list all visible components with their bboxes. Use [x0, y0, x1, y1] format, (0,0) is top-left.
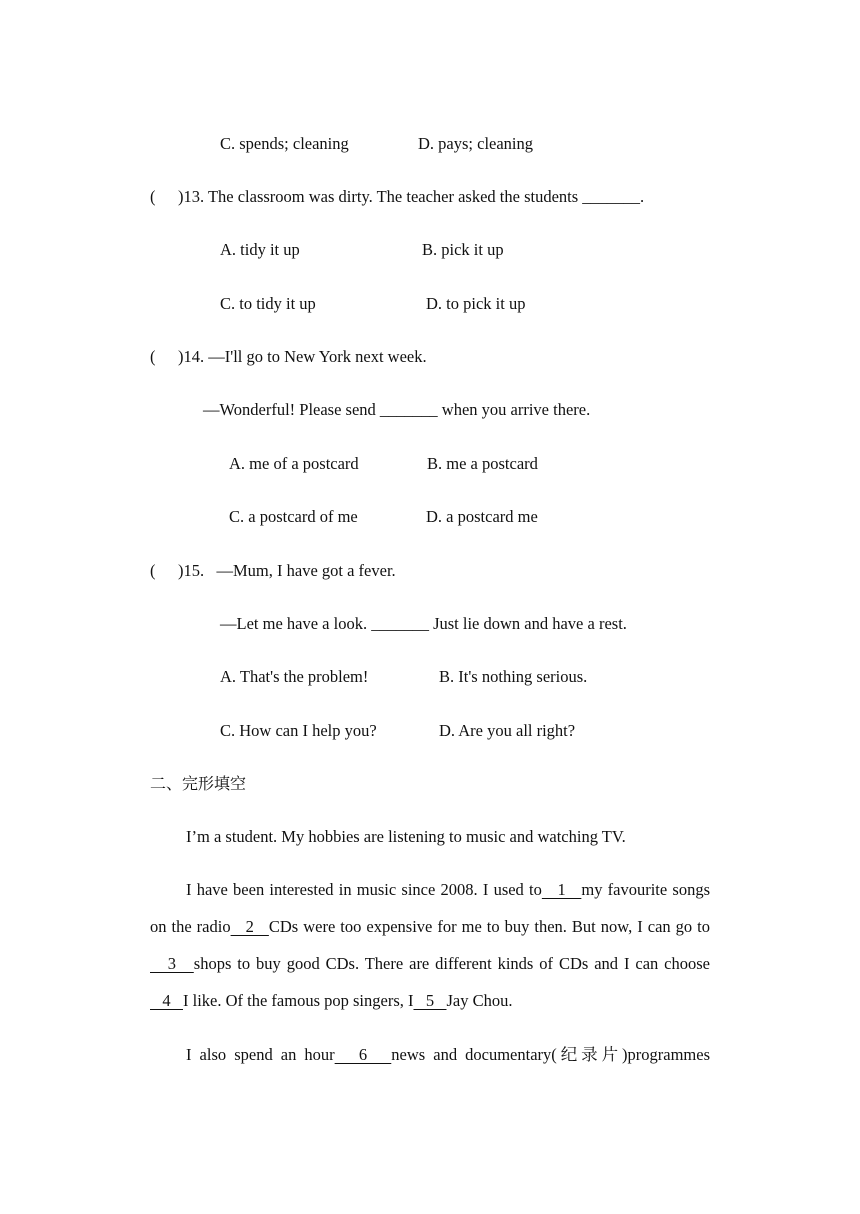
- q13-option-b: B. pick it up: [422, 240, 504, 259]
- cloze-blank-6[interactable]: 6: [334, 1045, 392, 1064]
- cloze-blank-3[interactable]: 3: [150, 954, 194, 973]
- q12-option-c: C. spends; cleaning: [220, 134, 349, 153]
- q13-stem: [150, 187, 644, 207]
- q15-option-d: D. Are you all right?: [439, 721, 576, 740]
- q14-option-b: B. me a postcard: [427, 454, 538, 473]
- q14-blank: _______: [379, 400, 438, 419]
- q13-stem-end: .: [640, 187, 645, 206]
- q15-option-a: A. That's the problem!: [220, 667, 369, 686]
- answer-paren: (: [150, 561, 156, 580]
- q14-line2-pre: —Wonderful! Please send: [203, 400, 376, 419]
- passage-text: CDs were too expensive for me to buy then. But now, I can go to: [268, 917, 710, 936]
- passage-text: my favourite songs on the radio: [150, 880, 711, 936]
- q13-blank: _______: [582, 187, 641, 206]
- passage-paragraph-1: I’m a student. My hobbies are listening to music and watching TV.: [186, 827, 626, 846]
- passage-paragraph-2: [150, 871, 710, 1019]
- q15-stem-text: )15. —Mum, I have got a fever.: [178, 561, 396, 580]
- q14-stem: [150, 347, 427, 367]
- q14-option-c: C. a postcard of me: [229, 507, 358, 526]
- q13-stem-text: )13. The classroom was dirty. The teacher asked the students: [178, 187, 579, 206]
- q14-line2-post: when you arrive there.: [441, 400, 591, 419]
- q13-option-d: D. to pick it up: [426, 294, 526, 313]
- q15-line2-pre: —Let me have a look.: [220, 614, 368, 633]
- section-title: 二、完形填空: [150, 774, 247, 793]
- q14-stem-text: )14. —I'll go to New York next week.: [178, 347, 427, 366]
- cloze-blank-1[interactable]: 1: [541, 880, 582, 899]
- cloze-blank-4[interactable]: 4: [150, 991, 183, 1010]
- q14-option-d: D. a postcard me: [426, 507, 538, 526]
- q15-line2: [220, 614, 627, 634]
- passage-text: Jay Chou.: [446, 991, 513, 1010]
- passage-paragraph-3: [150, 1036, 710, 1073]
- q14-option-a: A. me of a postcard: [229, 454, 359, 473]
- cloze-blank-5[interactable]: 5: [413, 991, 447, 1010]
- q14-line2: [203, 400, 590, 420]
- passage-text: news and documentary(纪录片)programmes: [391, 1045, 710, 1064]
- cloze-blank-2[interactable]: 2: [230, 917, 269, 936]
- passage-text: shops to buy good CDs. There are different kinds of CDs and I can choose: [193, 954, 711, 973]
- answer-paren: (: [150, 347, 156, 366]
- passage-text: I like. Of the famous pop singers, I: [183, 991, 414, 1010]
- passage-text: I also spend an hour: [186, 1045, 335, 1064]
- q13-option-c: C. to tidy it up: [220, 294, 316, 313]
- q12-option-d: D. pays; cleaning: [418, 134, 534, 153]
- q15-line2-post: Just lie down and have a rest.: [433, 614, 627, 633]
- passage-text: I have been interested in music since 2008. I used to: [186, 880, 542, 899]
- q15-stem: [150, 561, 396, 581]
- q15-blank: _______: [371, 614, 429, 633]
- q15-option-b: B. It's nothing serious.: [439, 667, 588, 686]
- q13-option-a: A. tidy it up: [220, 240, 300, 259]
- q15-option-c: C. How can I help you?: [220, 721, 377, 740]
- answer-paren: (: [150, 187, 156, 206]
